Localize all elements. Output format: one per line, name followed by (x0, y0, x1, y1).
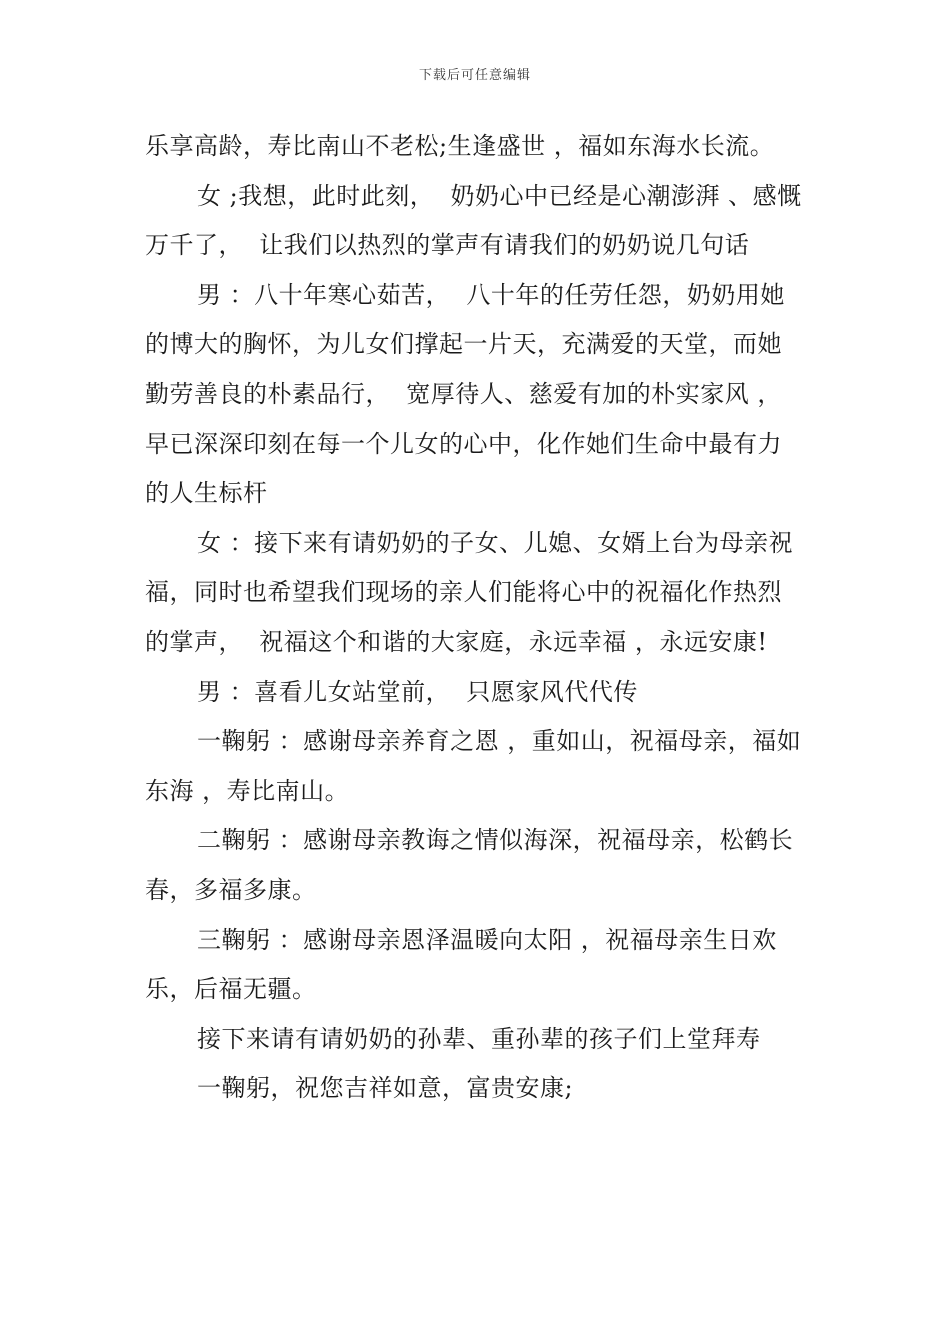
paragraph: 男 ：喜看儿女站堂前， 只愿家风代代传 (197, 677, 638, 706)
document-body (145, 122, 805, 1114)
paragraph: 女 ;我想，此时此刻， 奶奶心中已经是心潮澎湃 、感慨万千了， 让我们以热烈的掌声有请我们的奶奶说几句话 (145, 181, 802, 260)
paragraph: 一鞠躬 ：感谢母亲养育之恩 ，重如山，祝福母亲，福如东海 ，寿比南山。 (145, 727, 802, 805)
paragraph: 乐享高龄，寿比南山不老松;生逢盛世 ，福如东海水长流。 (145, 132, 775, 160)
paragraph: 接下来请有请奶奶的孙辈、重孙辈的孩子们上堂拜寿 (197, 1024, 761, 1053)
page-header: 下载后可任意编辑 (418, 68, 531, 83)
paragraph: 二鞠躬 ：感谢母亲教诲之情似海深，祝福母亲，松鹤长春，多福多康。 (145, 826, 794, 904)
paragraph: 三鞠躬 ：感谢母亲恩泽温暖向太阳 ，祝福母亲生日欢乐，后福无疆。 (145, 925, 777, 1004)
paragraph: 一鞠躬，祝您吉祥如意，富贵安康; (197, 1074, 574, 1103)
paragraph: 女 ：接下来有请奶奶的子女、儿媳、女婿上台为母亲祝福，同时也希望我们现场的亲人们能将心中的祝福化作热烈的掌声， 祝福这个和谐的大家庭，永远幸福 ，永远安康! (145, 528, 794, 656)
paragraph: 男 ：八十年寒心茹苦， 八十年的任劳任怨，奶奶用她的博大的胸怀，为儿女们撑起一片天，充满爱的天堂，而她勤劳善良的朴素品行， 宽厚待人、慈爱有加的朴实家风 ， 早已深深印刻在每一个儿女的心中，化作她们生命中最有力的人生标杆 (145, 280, 799, 508)
